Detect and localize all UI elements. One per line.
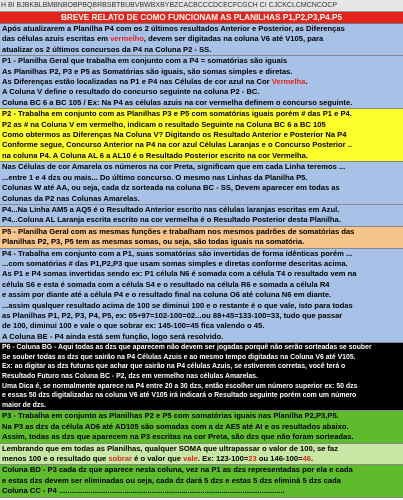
text-span: , devem ser digitadas na coluna V6 até V105, para xyxy=(143,34,324,44)
p2b-line-1: Nas Células de cor Amarela os números na cor Preta, significam que em cada Linha teremos ... xyxy=(2,162,346,172)
intro-line-1: Após atualizarem a Planilha P4 com os 2 últimos resultados Anterior e Posterior, as Diferenças xyxy=(2,24,345,33)
p3-line-8: Coluna CC - P4 ........................................................................................................... xyxy=(2,486,285,496)
p4b-line-5: e assim por diante até a célula P4 e o resultado final na coluna O6 até coluna N6 em diante. xyxy=(2,290,332,300)
p5-line-1: P5 - Planilha Geral com as mesmas funções e trabalham nos mesmos padrões de somatórias das xyxy=(2,226,355,236)
p3-line-2: Na P3 as dzs da célula AD6 até AD105 são somadas com a dz AE5 até AI e os resultados abaixo. xyxy=(2,421,349,431)
p4b-line-3: As P1 e P4 somas invertidas sendo ex: P1 célula N6 é somada com a célula T4 o resultado vem na xyxy=(2,269,357,279)
p4-block xyxy=(0,205,403,227)
red-text: 23 xyxy=(248,453,257,463)
p2b-line-4: Colunas da P2 nas Colunas Amarelas. xyxy=(2,193,140,203)
p2-block xyxy=(0,109,403,162)
p4b-line-9: A Coluna BE - P4 ainda está sem função, logo será resolvido. xyxy=(2,331,224,341)
p3-line-3: Assim, todas as dzs que aparecem na P3 escritas na cor Preta, são dzs que não foram sorteadas. xyxy=(2,432,354,442)
p1-block xyxy=(0,56,403,109)
p6-line-5: Uma Dica é, se normalmente aparece na P4 entre 20 a 30 dzs, então escolher um número superior ex: 50 dzs xyxy=(2,382,358,390)
p4b-line-7: as Planilhas P1, P2, P3, P4, P5, ex: 05+97=102-100=02...ou 88+45=133-100=33, tudo que passar xyxy=(2,310,343,320)
p4b-line-6: ...assim qualquer resultado acima de 100 se diminui 100 e o restante é o que vale, isto para todas xyxy=(2,300,353,310)
p4-line-2: P4...Coluna AL Laranja escrita escrito na cor vermelha é o Resultado Posterior desta Planilha. xyxy=(2,215,341,225)
p3-line-4: Lembrando que em todas as Planilhas, qualquer SOMA que ultrapassar o valor de 100, se faz xyxy=(2,443,339,453)
p1-line-4: A Coluna V define o resultado do concurso seguinte na coluna P2 - BC. xyxy=(2,87,260,97)
p4b-line-4: célula S6 e esta é somada com a célula S4 e o resultado na célula R6 e somada a célula R4 xyxy=(2,279,330,289)
page-title: BREVE RELATO DE COMO FUNCIONAM AS PLANILHAS P1,P2,P3,P4.P5 xyxy=(0,12,403,24)
p3-bd-block xyxy=(0,465,403,497)
p1-line-3 xyxy=(2,77,402,87)
p6-line-6: e essas 50 dzs digitalizadas na coluna V6 até V105 irá indicará o Resultado seguinte porém com um número xyxy=(2,392,357,400)
p5-block xyxy=(0,227,403,249)
red-text: vale xyxy=(183,453,198,463)
p2-line-5: na coluna P4. A Coluna AL 6 a AL10 é o Resultado Posterior escrito na cor Vermelha. xyxy=(2,150,308,160)
red-text: sobrar xyxy=(108,453,132,463)
p6-line-1: P6 - Coluna BG - Aqui todas as dzs que aparecem não devem ser jogadas porquê não serão sorteadas se souber xyxy=(2,344,372,352)
text-span: é o valor que xyxy=(132,453,184,463)
text-span: As Diferenças estão localizadas na P1 e P4 nas Células de cor azul na Cor xyxy=(2,77,272,87)
text-span: . Ex: 123-100= xyxy=(197,453,249,463)
red-text: vermelho xyxy=(110,34,144,44)
p6-line-4: Resultado Futuro nas Coluna BC - P2, dzs em vermelho nas células Amarelas. xyxy=(2,372,258,380)
red-text: 46 xyxy=(302,453,312,463)
p2-line-4: Conforme segue, Concurso Anterior na P4 na cor azul Células Laranjas e o Concurso Posterior .. xyxy=(2,140,352,150)
p2-line-3: Como obtermos as Diferenças Na Coluna V? Digitando os Resultado Anterior e Posterior Na P4 xyxy=(2,130,347,140)
p3-line-1: P3 - Trabalha em conjunto as Planilhas P2 e P5 com somatórias iguais nas Planilha P2,P3,P5. xyxy=(2,411,339,421)
text-span: das células azuis escritas em xyxy=(2,34,111,44)
p4-line-1: P4...Na Linha AM5 a AQ5 é o Resultado Anterior escrito nas células laranjas escritas em Azul. xyxy=(2,204,340,214)
p1-line-2: As Planilhas P2, P3 e P5 as Somatórias são iguais, são somas simples e diretas. xyxy=(2,66,293,76)
p4-sums-block xyxy=(0,249,403,344)
text-span: . xyxy=(311,453,314,463)
text-span: . xyxy=(305,77,308,87)
p3-line-6: Coluna BD - P3 cada dz que aparece nesta coluna, vez na P1 as dzs representadas por ela e cada xyxy=(2,465,353,475)
p4b-line-8: de 100, diminui 100 e vale o que sobrar ex: 145-100=45 fica valendo o 45. xyxy=(2,321,265,331)
p5-line-2: Planilhas P2, P3, P5 tem as mesmas somas, ou seja, são todas iguais na somatória. xyxy=(2,237,305,247)
p4b-line-1: P4 - Trabalha em conjunto com a P1, suas somatórias são invertidas de forma idênticas porém ... xyxy=(2,248,353,258)
intro-line-3: atualizar os 2 últimos concursos da P4 na Coluna P2 - SS. xyxy=(2,44,212,54)
p2-yellow-cells-block xyxy=(0,162,403,205)
p6-block xyxy=(0,343,403,411)
p2-line-1: P2 - Trabalha em conjunto com as Planilhas P3 e P5 com somatórias iguais porém # das P1 e P4. xyxy=(2,109,352,119)
p3-line-7: e estas dzs devem ser eliminadas ou seja, cada dz dará 5 dzs e estas 5 dzs eliminá 5 dzs cada xyxy=(2,475,341,485)
column-header-strip[interactable]: H BI BJBKBLBMBNBOBPBQBRBSBTBUBVBWBXBYBZCACBCCCDCECFCGCH CI CJCKCLCMCNCOCP xyxy=(0,0,403,12)
text-span: menos 100 e o resultado que xyxy=(2,453,109,463)
text-span: ou 146-100= xyxy=(256,453,303,463)
p1-line-5: Coluna BC 6 a BC 105 / Ex: Na P4 as células azuis na cor vermelha definem o concurso seguinte. xyxy=(2,97,353,107)
p6-line-2: Se souber todas as dzs que sairão na P4 Células Azuis e ao mesmo tempo digitadas na Coluna V6 até V105. xyxy=(2,353,356,361)
p3-block xyxy=(0,411,403,443)
red-text: Vermelha xyxy=(271,77,306,87)
p3-line-5 xyxy=(2,454,402,464)
intro-line-2 xyxy=(2,34,402,44)
p2b-line-2: ...entre 1 e 4 dzs ou mais... Do último concurso. O mesmo nas Linhas da Planilha P5. xyxy=(2,172,308,182)
p1-line-1: P1 - Planilha Geral que trabalha em conjunto com a P4 = somatórias são iguais xyxy=(2,56,288,66)
intro-block xyxy=(0,24,403,56)
p2-line-2: P2 as # na Coluna V em vermelho, indicam o resultado Seguinte na Coluna BC 6 a BC 105 xyxy=(2,119,326,129)
p2b-line-3: Colunas W até AA, ou seja, cada dz sorteada na coluna BC - SS, Devem aparecer em todas as xyxy=(2,183,340,193)
p3-notes-block xyxy=(0,444,403,466)
p6-line-3: Ex: ao digitar as dzs futuras que achar que sairão na P4 células Azuis, se estiverem corretas, você terá o xyxy=(2,363,346,371)
p4b-line-2: ...com somatórias # das P1,P2,P3 que usam somas simples e diretas conforme descritas acima. xyxy=(2,258,348,268)
p6-line-7: maior de dzs. xyxy=(2,401,47,409)
